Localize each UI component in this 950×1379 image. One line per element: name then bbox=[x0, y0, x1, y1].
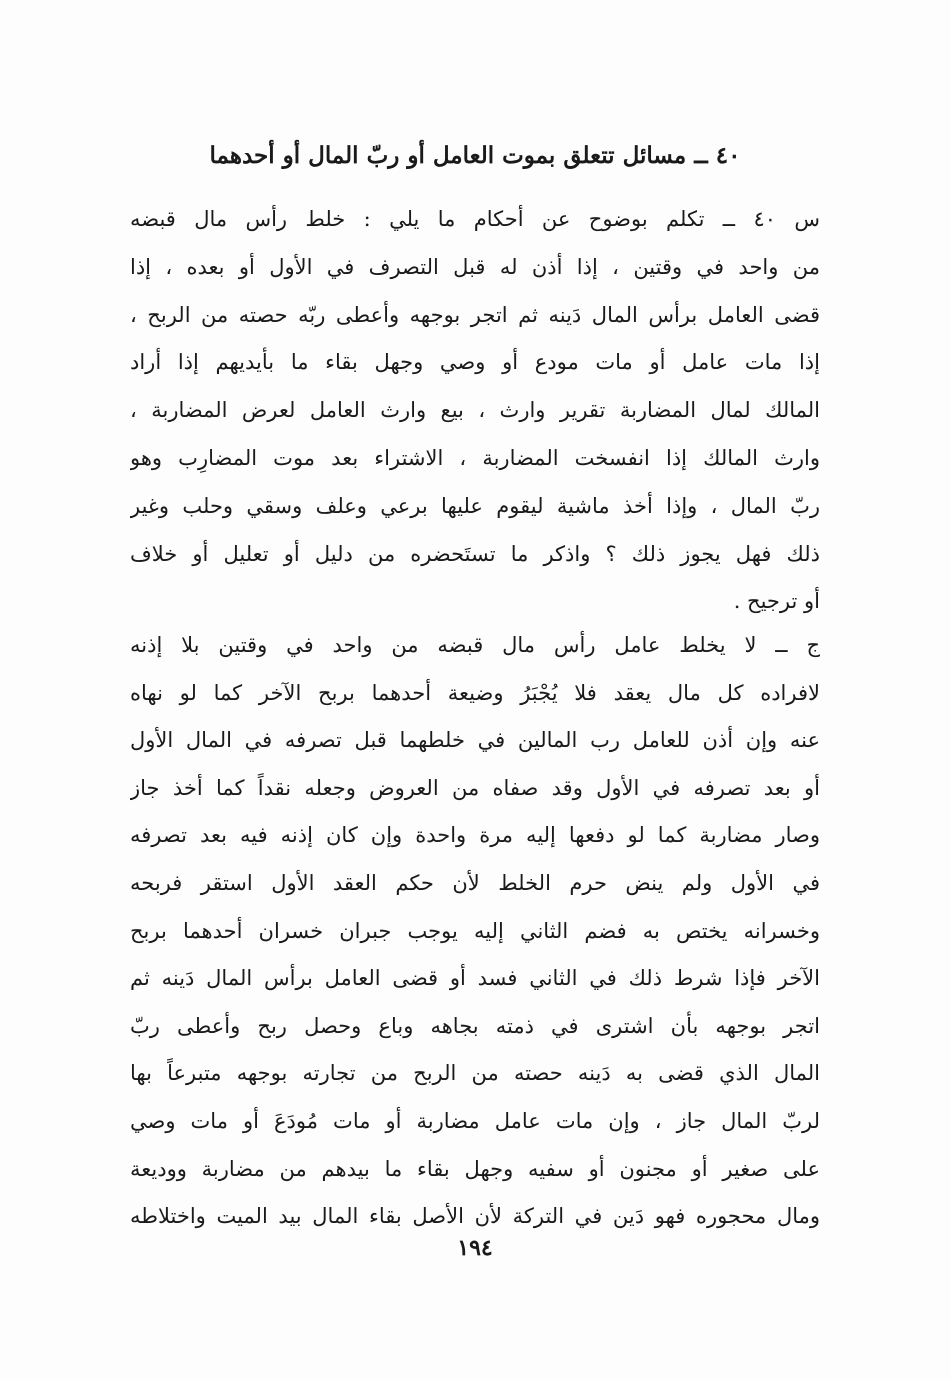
answer-line: وصار مضاربة كما لو دفعها إليه مرة واحدة وإن كان إذنه فيه بعد تصرفه bbox=[130, 823, 820, 848]
question-line: ذلك فهل يجوز ذلك ؟ واذكر ما تستَحضره من دليل أو تعليل أو خلاف bbox=[130, 541, 820, 566]
answer-line: ومال محجوره فهو دَين في التركة لأن الأصل بقاء المال بيد الميت واختلاطه bbox=[130, 1204, 820, 1229]
section-heading: ٤٠ ــ مسائل تتعلق بموت العامل أو ربّ المال أو أحدهما bbox=[209, 142, 741, 169]
answer-line: في الأول ولم ينض حرم الخلط لأن حكم العقد الأول استقر فربحه bbox=[130, 870, 820, 895]
question-paragraph bbox=[130, 196, 820, 626]
question-line: ربّ المال ، وإذا أخذ ماشية ليقوم عليها برعي وعلف وسقي وحلب وغير bbox=[130, 493, 820, 518]
answer-line: عنه وإن أذن للعامل رب المالين في خلطهما قبل تصرفه في المال الأول bbox=[130, 728, 820, 753]
question-line: المالك لمال المضاربة تقرير وارث ، بيع وارث العامل لعرض المضاربة ، bbox=[130, 398, 820, 423]
answer-line: المال الذي قضى به دَينه حصته من الربح من تجارته بوجهه متبرعاً بها bbox=[130, 1061, 820, 1086]
answer-line: لربّ المال جاز ، وإن مات عامل مضاربة أو مات مُودَعَ أو مات وصي bbox=[130, 1108, 820, 1133]
answer-line: لافراده كل مال يعقد فلا يُجْبَرُ وضيعة أحدهما بربح الآخر كما لو نهاه bbox=[130, 680, 820, 705]
question-line: وارث المالك إذا انفسخت المضاربة ، الاشتراء بعد موت المضارِب وهو bbox=[130, 445, 820, 470]
answer-line: اتجر بوجهه بأن اشترى في ذمته بجاهه وباع وحصل ربح وأعطى ربّ bbox=[130, 1013, 820, 1038]
question-line: قضى العامل برأس المال دَينه ثم اتجر بوجهه وأعطى ربّه حصته من الربح ، bbox=[130, 302, 820, 327]
answer-line: على صغير أو مجنون أو سفيه وجهل بقاء ما بيدهم من مضاربة ووديعة bbox=[130, 1156, 820, 1181]
page-number: ١٩٤ bbox=[457, 1235, 493, 1261]
answer-line: الآخر فإذا شرط ذلك في الثاني فسد أو قضى العامل برأس المال دَينه ثم bbox=[130, 966, 820, 991]
answer-line: أو بعد تصرفه في الأول وقد صفاه من العروض وجعله نقداً كما أخذ جاز bbox=[130, 775, 820, 800]
answer-paragraph bbox=[130, 622, 820, 1241]
question-line: س ٤٠ ــ تكلم بوضوح عن أحكام ما يلي : خلط رأس مال قبضه bbox=[130, 207, 820, 231]
answer-line: وخسرانه يختص به فضم الثاني إليه يوجب جبران خسران أحدهما بربح bbox=[130, 918, 820, 943]
question-line: إذا مات عامل أو مات مودع أو وصي وجهل بقاء ما بأيديهم إذا أراد bbox=[130, 350, 820, 375]
question-line: أو ترجيح . bbox=[733, 589, 820, 614]
question-line: من واحد في وقتين ، إذا أذن له قبل التصرف في الأول أو بعده ، إذا bbox=[130, 254, 820, 279]
answer-line: ج ــ لا يخلط عامل رأس مال قبضه من واحد في وقتين بلا إذنه bbox=[130, 633, 820, 657]
